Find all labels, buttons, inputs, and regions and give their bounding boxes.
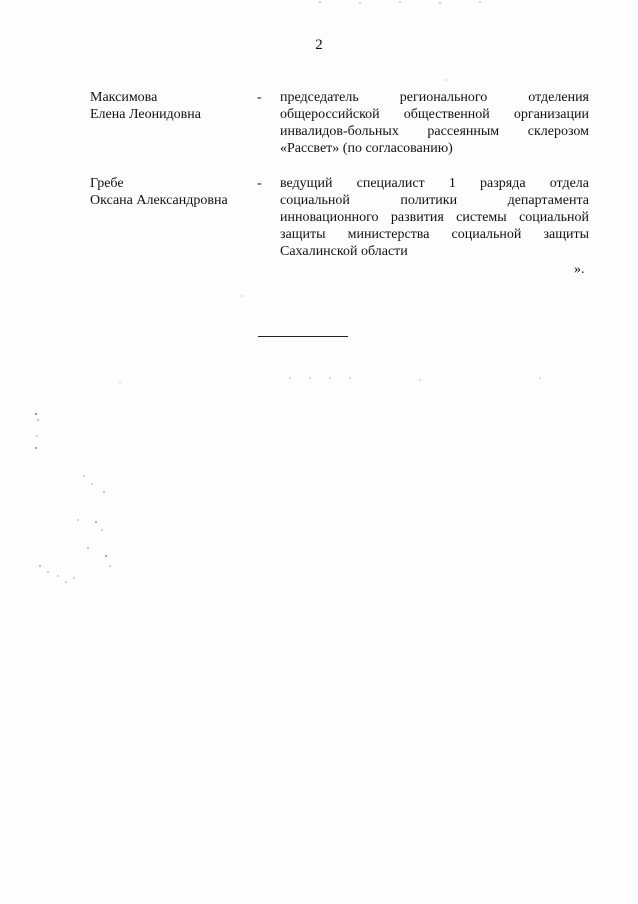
role-line: инновационного развития системы социальной (280, 210, 589, 225)
member-surname: Максимова (90, 90, 158, 105)
member-given-names: Оксана Александровна (90, 193, 228, 208)
page-number: 2 (315, 37, 323, 53)
entry-dash: - (257, 176, 262, 191)
role-line: инвалидов-больных рассеянным склерозом (280, 124, 589, 139)
role-line: защиты министерства социальной защиты (280, 227, 589, 242)
member-surname: Гребе (90, 176, 124, 191)
role-line: общероссийской общественной организации (280, 107, 589, 122)
closing-quote: ». (574, 262, 585, 277)
role-line: «Рассвет» (по согласованию) (280, 141, 453, 156)
entry-dash: - (257, 90, 262, 105)
role-line: социальной политики департамента (280, 193, 589, 208)
role-line: Сахалинской области (280, 244, 408, 259)
member-given-names: Елена Леонидовна (90, 107, 201, 122)
role-line: председатель регионального отделения (280, 90, 589, 105)
role-line: ведущий специалист 1 разряда отдела (280, 176, 589, 191)
